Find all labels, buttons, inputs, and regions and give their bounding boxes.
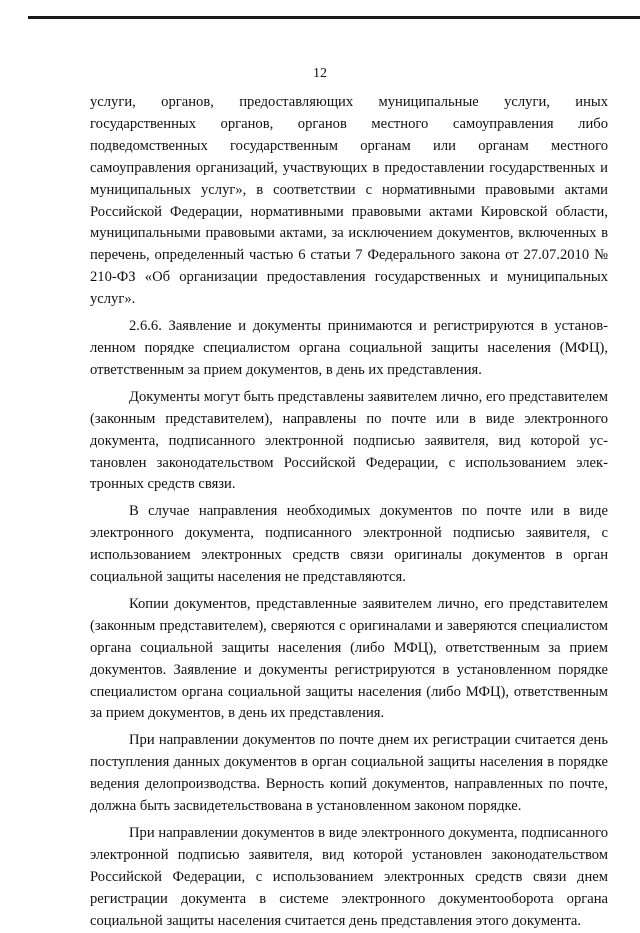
page-top-rule: [28, 16, 640, 19]
paragraph-copies-verification: Копии документов, представленные заявителем лично, его представителем (законным представителем), сверяются с оригиналами и заверяются специалистом органа социальной защиты населения (либо МФЦ), ответственным за прием документов. Заявление и документы регистрируются в установленном порядке специалистом органа социальной защиты населения (либо МФЦ), ответственным за прием документов, в день их представления.: [90, 595, 608, 722]
paragraph-continuation: услуги, органов, предоставляющих муниципальные услуги, иных государственных органов, органов местного самоуправления либо подведомственных государственным органам или органам местного самоуправления организаций, участвующих в предоставлении государственных и муниципальных услуг», в соответствии с нормативными правовыми актами Российской Федерации, нормативными правовыми актами Кировской области, муниципальными правовыми актами, за исключением документов, включенных в перечень, определенный частью 6 статьи 7 Федерального закона от 27.07.2010 № 210-ФЗ «Об организации предоставления государственных и муниципальных услуг».: [90, 94, 608, 308]
page-number: 12: [313, 66, 327, 81]
paragraph-postal-registration: При направлении документов по почте днем их регистрации считается день поступления данных документов в орган социальной защиты населения в порядке ведения делопроизводства. Верность копий документов, направленных по почте, должна быть засвидетельствована в установленном законом порядке.: [90, 732, 608, 815]
document-body: [90, 92, 608, 933]
paragraph-submission-methods: Документы могут быть представлены заявителем лично, его представителем (законным представителем), направлены по почте или в виде электронного документа, подписанного электронной подписью заявителя, вид которой установлен законодательством Российской Федерации, с использованием электронных средств связи.: [90, 388, 608, 493]
paragraph-electronic-registration: При направлении документов в виде электронного документа, подписанного электронной подписью заявителя, вид которой установлен законодательством Российской Федерации, с использованием электронных средств связи днем регистрации документа в системе электронного документооборота органа социальной защиты населения считается день представления этого документа.: [90, 825, 608, 929]
paragraph-2-6-6: 2.6.6. Заявление и документы принимаются и регистрируются в установленном порядке специалистом органа социальной защиты населения (МФЦ), ответственным за прием документов, в день их представления.: [90, 318, 608, 378]
paragraph-postal-electronic: В случае направления необходимых документов по почте или в виде электронного документа, подписанного электронной подписью заявителя, с использованием электронных средств связи оригиналы документов в орган социальной защиты населения не представляются.: [90, 503, 608, 586]
